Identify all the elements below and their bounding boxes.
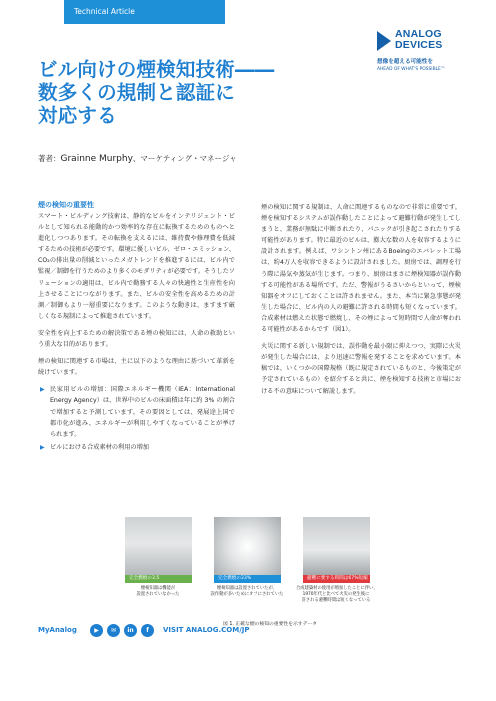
- section-heading: 煙の検知の重要性: [38, 201, 94, 209]
- bullet-icon: ▶: [40, 386, 45, 394]
- logo-line2: DEVICES: [395, 39, 443, 51]
- list-item-text: 民家用ビルの増加：国際エネルギー機関（IEA：International Energy Agency）は、世界中のビルの床面積は年に約 3% の割合で増加すると予測しています。その要因としては、発展途上国で都市化が進み、エネルギーが利用しやすくなっていることが挙げられます。: [50, 386, 235, 438]
- title-line3: 対応する: [38, 104, 117, 127]
- title-line2: 数多くの規制と認証に: [38, 81, 236, 104]
- bullet-icon: ▶: [40, 443, 45, 451]
- footer: [38, 624, 298, 640]
- left-column: [38, 202, 235, 455]
- paragraph: 安全性を向上するための解決策である煙の検知には、人命の救助という重大な目的があります。: [38, 329, 235, 349]
- linkedin-icon[interactable]: in: [124, 624, 137, 637]
- article-title: [38, 58, 338, 127]
- figure-description-line: 煙検知器は設置されていたが、: [216, 586, 278, 591]
- analog-devices-logo[interactable]: [377, 29, 469, 79]
- article-type-label: Technical Article: [74, 7, 135, 16]
- figure-badge: 完全燃焼の3.5: [125, 575, 192, 583]
- author-byline: [38, 153, 237, 164]
- figure-description-line: 誤作動が多いためにオフにされていた: [210, 592, 284, 597]
- list-item: [38, 384, 235, 439]
- figure-description-line: 合成建築材の使用が増加したことに伴い、: [296, 586, 378, 591]
- author-prefix: 著者：: [38, 154, 61, 163]
- figure-photo-smoke-detector: [214, 517, 281, 583]
- figure-photo-evacuation: [303, 517, 370, 583]
- figure-description: [207, 586, 287, 598]
- logo-wordmark: [395, 29, 469, 51]
- list-item-text: ビルにおける合成素材の利用の増加: [50, 443, 149, 451]
- figure-badge: 完全燃焼の23%: [214, 575, 281, 583]
- figure-description-line: 許される避難時間は短くなっている: [301, 598, 371, 603]
- article-type-tag: [64, 0, 225, 24]
- title-line1: ビル向けの煙検知技術――: [38, 58, 275, 81]
- logo-triangle-icon: [377, 31, 391, 51]
- figure-caption: 図 1. 正確な煙の検知の重要性を示すデータ: [223, 622, 317, 627]
- logo-tagline-en: AHEAD OF WHAT'S POSSIBLE™: [377, 67, 446, 72]
- paragraph: 煙の検知に関連する市場は、主に以下のような理由に基づいて革新を続けています。: [38, 358, 235, 377]
- list-item: [38, 442, 235, 453]
- youtube-icon[interactable]: ▶: [90, 624, 103, 637]
- figure-description-line: 煙検知器は機能が: [140, 586, 176, 591]
- figure-description-line: 1970年代と比べて火災の発生後に: [302, 592, 370, 597]
- visit-website-link[interactable]: VISIT ANALOG.COM/JP: [163, 626, 250, 634]
- figure-badge: 避難に要する時間は67%短縮: [303, 575, 370, 583]
- figure-photo-smoke-corridor: [125, 517, 192, 583]
- paragraph: 煙の検知に関する規制は、人命に関連するものなので非常に重要です。煙を検知するシステムが誤作動したことによって避難行動が発生してしまうと、業務が無駄に中断されたり、パニックが引き起こされたりする可能性があります。特に最近のビルは、膨大な数の人を収容するように設計されます。例えば、ワシントン州にあるBoeingのエバレット工場は、約4万人を収容できるように設計されました。厨房では、調理を行う際に湯気や蒸気が生じます。つまり、厨房はまさに煙検知器が誤作動する可能性がある場所です。ただ、警報がうるさいからといって、煙検知器をオフにしておくことは許されません。また、本当に緊急事態が発生した場合に、ビル内の人の避難に許される時間も短くなっています。合成素材は燃えた状態で燃焼し、その煙によって短時間で人命が奪われる可能性があるからです（図1）。: [261, 204, 461, 334]
- email-icon[interactable]: ✉: [107, 624, 120, 637]
- paragraph: スマート・ビルディング技術は、静的なビルをインテリジェント・ビルとして知られる能動的かつ効率的な存在に転換するためのものへと進化しつつあります。その転換を支えるには、維持費や修理費を低減するための技術が必要です。環境に優しいビル、ゼロ・エミッション、CO₂の排出量の削減といったメガトレンドを推進するには、ビル内で監視／制御を行うためのより多くのモダリティが必要です。そうしたソリューションの適用は、ビル内で勤務する人々の快適性と生産性を向上させることにつながります。また、ビルの安全性を高めるための計測／制御もより一層重要になります。このような動きは、ますます厳しくなる規制によって推進されています。: [38, 213, 235, 320]
- bullet-list: [38, 384, 235, 453]
- author-role: 、マーケティング・マネージャ: [132, 154, 237, 163]
- author-name: Grainne Murphy: [60, 154, 133, 164]
- logo-line1: ANALOG: [395, 28, 442, 40]
- paragraph: 火災に関する新しい規制では、誤作動を最小限に抑えつつ、実際に火災が発生した場合には、より迅速に警報を発することを求めています。本稿では、いくつかの国際規格（既に規定されているものと、今後策定が予定されているもの）を紹介すると共に、煙を検知する技術と市場における不の意味について解説します。: [261, 343, 461, 395]
- figure-description-line: 設置されていなかった: [136, 592, 180, 597]
- figure-description: [118, 586, 198, 598]
- logo-tagline-jp: 想像を超える可能性を: [377, 59, 433, 65]
- figure-description: [296, 586, 376, 604]
- right-column: [261, 202, 461, 403]
- facebook-icon[interactable]: f: [141, 624, 154, 637]
- myanalog-link[interactable]: MyAnalog: [38, 626, 77, 634]
